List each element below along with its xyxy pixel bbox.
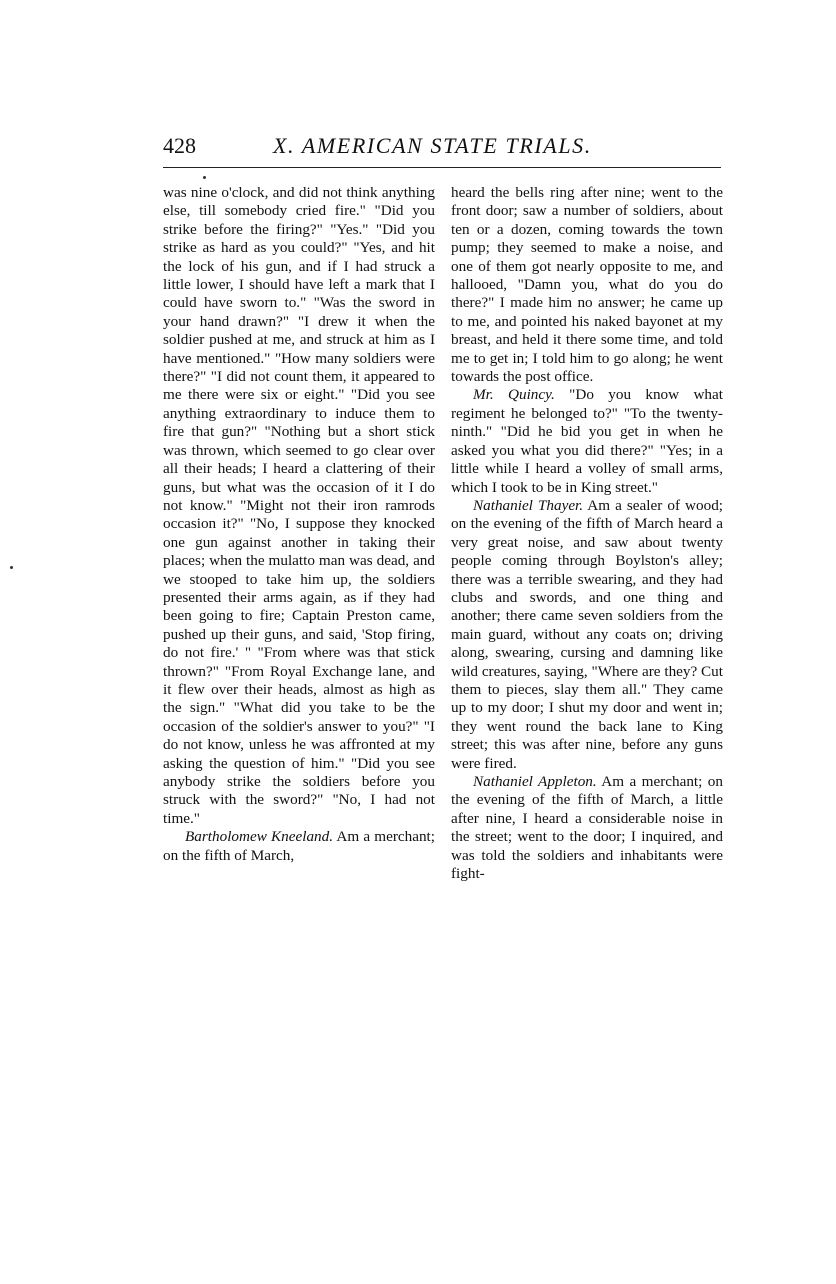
counsel-name: Mr. Quincy. [473,386,555,404]
testimony-text: Am a sealer of wood; on the evening of the fifth of March heard a very great noise, and saw about twenty people coming through Boylston's alley; there was a terrible swearing, and they had clubs and swords, and one thing and another; there came seven soldiers from the main guard, without any coats on; driving along, swearing, cursing and damning like wild creatures, saying, "Where are they? Cut them to pieces, slay them all." They came up to my door; I shut my door and went in; they went round the back lane to King street; this was after nine, before any guns were fired. [451,496,724,772]
testimony-text: Am a merchant; on the fifth of March, [163,828,435,864]
testimony-paragraph: heard the bells ring after nine; went to the front door; saw a number of soldiers, about ten or a dozen, coming towards the town pump; they seemed to make a noise, and one of them got nearly opposite to me, and hallooed, "Damn you, what do you do there?" I made him no answer; he came up to me, and pointed his naked bayonet at my breast, and held it there some time, and told me to get in; I told him to go along; he went towards the post office. [451,184,723,386]
print-speck [203,176,206,179]
header-rule [163,167,721,168]
testimony-paragraph [451,386,723,496]
testimony-text: "Do you know what regiment he belonged to?" "To the twenty-ninth." "Did he bid you get in when he asked you what you did there?" "Yes; in a little while I heard a volley of small arms, which I took to be in King street." [451,386,723,496]
testimony-text: Am a merchant; on the evening of the fifth of March, a little after nine, I heard a considerable noise in the street; went to the door; I inquired, and was told the soldiers and inhabitants were fight- [451,773,723,883]
left-column [163,184,435,865]
print-speck [10,566,13,569]
witness-name: Nathaniel Thayer. [473,496,584,514]
running-head [163,131,723,161]
testimony-paragraph [451,497,723,773]
witness-name: Nathaniel Appleton. [473,773,597,790]
testimony-paragraph: was nine o'clock, and did not think anything else, till somebody cried fire." "Did you strike before the firing?" "Yes." "Did you strike as hard as you could?" "Yes, and hit the lock of his gun, and if I had struck a little lower, I should have left a mark that I could have sworn to." "Was the sword in your hand drawn?" "I drew it when the soldier pushed at me, and struck at him as I have mentioned." "How many soldiers were there?" "I did not count them, it appeared to me there were six or eight." "Did you see anything extraordinary to induce them to fire that gun?" "Nothing but a short stick was thrown, which seemed to go clear over all their heads; I heard a clattering of their guns, but what was the occasion of it I do not know." "Might not their iron ramrods occasion it?" "No, I suppose they knocked one gun against another in taking their places; when the mulatto man was dead, and we stooped to take him up, the soldiers presented their arms again, as if they had been going to fire; Captain Preston came, pushed up their guns, and said, 'Stop firing, do not fire.' " "From where was that stick thrown?" "From Royal Exchange lane, and it flew over their heads, almost as high as the sign." "What did you take to be the occasion of the soldier's answer to you?" "I do not know, unless he was affronted at my asking the question of him." "Did you see anybody strike the soldiers before you struck with the sword?" "No, I had not time." [163,184,435,827]
witness-name: Bartholomew Kneeland. [185,828,334,846]
right-column [451,184,723,883]
running-title: X. AMERICAN STATE TRIALS. [273,133,592,158]
page-number: 428 [163,133,196,158]
testimony-paragraph [163,828,435,865]
testimony-paragraph [451,773,723,883]
